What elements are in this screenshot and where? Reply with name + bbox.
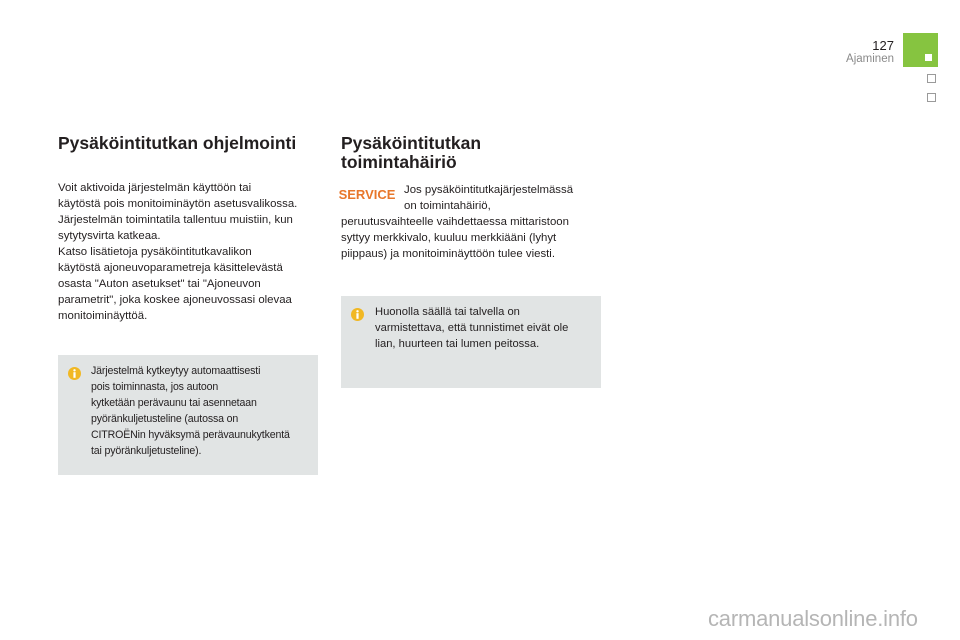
- info-icon: [351, 308, 364, 321]
- watermark: carmanualsonline.info: [708, 606, 918, 631]
- text-line: parametrit", joka koskee ajoneuvossasi olevaa: [58, 294, 292, 306]
- title-line: toimintahäiriö: [341, 152, 457, 172]
- text-line: Jos pysäköintitutkajärjestelmässä: [404, 184, 574, 196]
- text-line: peruutusvaihteelle vaihdettaessa mittaristoon: [341, 216, 569, 228]
- section-title-malfunction: [341, 134, 481, 172]
- text-line: pyöränkuljetusteline (autossa on: [91, 413, 239, 425]
- text-line: käytöstä ajoneuvoparametreja käsittelevästä: [58, 262, 283, 274]
- text-line: syttyy merkkivalo, kuuluu merkkiääni (lyhyt: [341, 232, 557, 244]
- text-line: kytketään perävaunu tai asennetaan: [91, 397, 257, 409]
- text-line: varmistettava, että tunnistimet eivät ole: [375, 322, 569, 334]
- chapter-tab-marker: [925, 54, 932, 61]
- text-line: CITROËNin hyväksymä perävaunukytkentä: [91, 429, 290, 441]
- text-line: Järjestelmä kytkeytyy automaattisesti: [91, 365, 261, 377]
- page-number: 127: [872, 38, 894, 53]
- malfunction-paragraph: [338, 182, 606, 262]
- text-line: tai pyöränkuljetusteline).: [91, 445, 202, 457]
- text-line: lian, huurteen tai lumen peitossa.: [375, 338, 540, 350]
- text-line: monitoiminäyttöä.: [58, 310, 148, 322]
- section-title-programming: Pysäköintitutkan ohjelmointi: [58, 133, 297, 153]
- chapter-tab-active: [903, 33, 938, 67]
- chapter-tab-box: [927, 93, 936, 102]
- note-text: [375, 304, 597, 352]
- chapter-tab-box: [927, 74, 936, 83]
- text-line: piippaus) ja monitoiminäyttöön tulee viesti.: [341, 248, 556, 260]
- title-line: Pysäköintitutkan: [341, 133, 482, 153]
- text-line: käytöstä pois monitoiminäytön asetusvalikossa.: [58, 198, 298, 210]
- text-line: Katso lisätietoja pysäköintitutkavalikon: [58, 246, 252, 258]
- text-line: Huonolla säällä tai talvella on: [375, 306, 520, 318]
- programming-paragraph: [58, 180, 333, 324]
- info-note-weather: [341, 296, 601, 388]
- text-line: Järjestelmän toimintatila tallentuu muistiin, kun: [58, 214, 293, 226]
- info-note-trailer: [58, 355, 318, 475]
- text-line: sytytysvirta katkeaa.: [58, 230, 161, 242]
- text-line: on toimintahäiriö,: [404, 200, 491, 212]
- chapter-title: Ajaminen: [846, 53, 894, 65]
- text-line: osasta "Auton asetukset" tai "Ajoneuvon: [58, 278, 261, 290]
- info-icon: [68, 367, 81, 380]
- note-text: [91, 363, 316, 459]
- text-line: pois toiminnasta, jos autoon: [91, 381, 219, 393]
- service-label: SERVICE: [338, 187, 396, 202]
- text-line: Voit aktivoida järjestelmän käyttöön tai: [58, 182, 252, 194]
